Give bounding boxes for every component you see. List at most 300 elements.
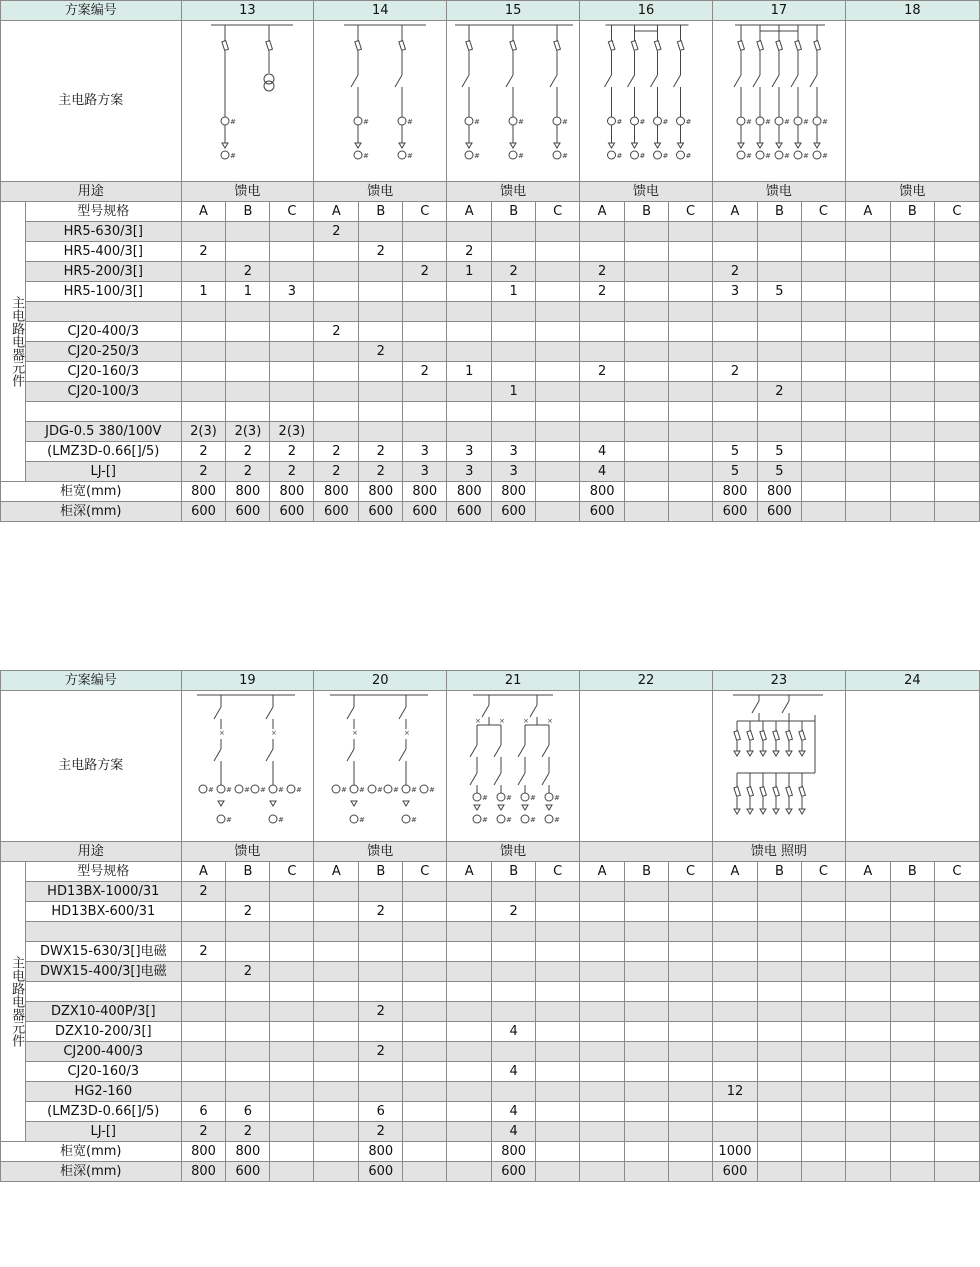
component-qty — [580, 942, 625, 962]
cabinet-width: 800 — [359, 482, 403, 502]
component-qty — [890, 902, 934, 922]
component-model: LJ-[] — [26, 462, 181, 482]
component-qty — [447, 322, 492, 342]
component-qty — [359, 1062, 403, 1082]
svg-text:#: # — [363, 152, 370, 160]
component-qty — [270, 322, 314, 342]
component-model: JDG-0.5 380/100V — [26, 422, 181, 442]
cabinet-depth: 600 — [226, 1162, 270, 1182]
phase-header: A — [181, 862, 226, 882]
component-qty — [934, 382, 979, 402]
component-qty — [536, 962, 580, 982]
cabinet-width — [580, 1142, 625, 1162]
component-qty — [934, 302, 979, 322]
svg-text:#: # — [821, 118, 828, 126]
phase-header: A — [314, 202, 359, 222]
component-qty — [890, 342, 934, 362]
component-qty — [226, 362, 270, 382]
cabinet-width: 800 — [580, 482, 625, 502]
cabinet-depth — [536, 1162, 580, 1182]
phase-header: B — [757, 862, 801, 882]
svg-text:#: # — [226, 816, 233, 824]
component-qty — [270, 882, 314, 902]
component-qty — [713, 942, 758, 962]
cabinet-width — [625, 482, 669, 502]
component-model: DZX10-200/3[] — [26, 1022, 181, 1042]
component-qty — [314, 382, 359, 402]
component-qty — [181, 1042, 226, 1062]
component-qty — [757, 362, 801, 382]
component-qty — [270, 942, 314, 962]
component-qty — [625, 382, 669, 402]
component-qty — [890, 302, 934, 322]
component-qty — [403, 342, 447, 362]
component-qty — [181, 342, 226, 362]
svg-text:#: # — [482, 794, 489, 802]
component-qty — [270, 262, 314, 282]
cabinet-depth — [669, 1162, 713, 1182]
component-qty — [270, 1022, 314, 1042]
component-qty — [536, 342, 580, 362]
component-qty — [934, 402, 979, 422]
component-qty — [181, 362, 226, 382]
component-qty — [934, 462, 979, 482]
component-qty: 2 — [226, 962, 270, 982]
svg-text:#: # — [530, 794, 537, 802]
svg-text:×: × — [219, 729, 226, 737]
component-qty: 2 — [181, 442, 226, 462]
svg-text:×: × — [352, 729, 359, 737]
scheme-number: 23 — [713, 671, 846, 691]
component-qty: 3 — [403, 462, 447, 482]
component-qty — [403, 222, 447, 242]
component-qty — [890, 442, 934, 462]
phase-header: C — [934, 202, 979, 222]
usage-label: 用途 — [1, 842, 182, 862]
component-qty — [580, 222, 625, 242]
component-qty — [403, 902, 447, 922]
phase-header: B — [625, 202, 669, 222]
component-qty — [181, 902, 226, 922]
component-qty — [314, 1042, 359, 1062]
component-qty — [226, 882, 270, 902]
component-qty — [845, 1082, 890, 1102]
component-qty — [801, 922, 845, 942]
component-qty — [536, 982, 580, 1002]
usage-value — [580, 842, 713, 862]
component-qty — [536, 902, 580, 922]
component-qty — [625, 1042, 669, 1062]
component-qty — [757, 1062, 801, 1082]
component-qty — [314, 342, 359, 362]
component-qty — [314, 422, 359, 442]
component-qty — [492, 322, 536, 342]
phase-header: A — [845, 862, 890, 882]
cabinet-depth — [447, 1162, 492, 1182]
cabinet-depth — [314, 1162, 359, 1182]
component-qty — [625, 342, 669, 362]
cabinet-width: 800 — [314, 482, 359, 502]
scheme-number: 13 — [181, 1, 314, 21]
cabinet-depth — [934, 1162, 979, 1182]
component-qty — [669, 902, 713, 922]
cabinet-width — [403, 1142, 447, 1162]
component-qty — [713, 922, 758, 942]
component-qty — [359, 982, 403, 1002]
component-qty — [403, 882, 447, 902]
component-qty — [314, 942, 359, 962]
component-qty — [845, 982, 890, 1002]
cabinet-width — [845, 482, 890, 502]
component-qty — [669, 262, 713, 282]
component-qty — [492, 962, 536, 982]
component-qty: 2 — [226, 462, 270, 482]
component-qty — [181, 962, 226, 982]
component-qty — [625, 322, 669, 342]
component-qty — [934, 362, 979, 382]
component-qty — [447, 962, 492, 982]
component-qty — [757, 422, 801, 442]
scheme-number: 22 — [580, 671, 713, 691]
component-qty — [845, 282, 890, 302]
component-qty — [934, 322, 979, 342]
component-qty — [492, 922, 536, 942]
component-qty — [181, 1062, 226, 1082]
component-qty — [801, 962, 845, 982]
component-qty — [181, 922, 226, 942]
component-model: DWX15-630/3[]电磁 — [26, 942, 181, 962]
svg-text:#: # — [411, 786, 418, 794]
component-group-label: 主电路电器元件 — [1, 862, 26, 1142]
component-qty — [226, 1002, 270, 1022]
component-qty — [890, 462, 934, 482]
component-qty — [890, 882, 934, 902]
component-qty — [934, 922, 979, 942]
circuit-diagram — [713, 21, 846, 182]
circuit-diagram — [314, 691, 447, 842]
component-qty — [403, 1022, 447, 1042]
component-qty — [226, 242, 270, 262]
svg-text:#: # — [639, 152, 646, 160]
component-qty — [669, 1102, 713, 1122]
circuit-diagram — [181, 691, 314, 842]
cabinet-width — [890, 1142, 934, 1162]
circuit-diagram — [845, 21, 979, 182]
component-qty — [845, 222, 890, 242]
component-qty — [845, 262, 890, 282]
cabinet-depth — [934, 502, 979, 522]
svg-text:#: # — [226, 786, 233, 794]
component-qty — [757, 302, 801, 322]
component-qty — [801, 422, 845, 442]
component-qty — [757, 922, 801, 942]
component-qty — [492, 1082, 536, 1102]
component-qty — [226, 302, 270, 322]
component-qty — [625, 242, 669, 262]
component-qty — [580, 342, 625, 362]
component-qty — [757, 962, 801, 982]
svg-text:#: # — [411, 816, 418, 824]
component-qty — [890, 282, 934, 302]
component-qty — [890, 962, 934, 982]
component-qty — [359, 222, 403, 242]
component-qty — [757, 262, 801, 282]
component-qty — [536, 922, 580, 942]
phase-header: C — [536, 202, 580, 222]
component-qty — [181, 222, 226, 242]
component-qty — [359, 282, 403, 302]
component-model: LJ-[] — [26, 1122, 181, 1142]
phase-header: B — [226, 202, 270, 222]
component-qty — [845, 1102, 890, 1122]
component-qty — [757, 902, 801, 922]
component-qty — [270, 242, 314, 262]
cabinet-width-label: 柜宽(mm) — [1, 482, 182, 502]
component-qty — [314, 922, 359, 942]
component-qty — [359, 882, 403, 902]
component-qty: 3 — [447, 462, 492, 482]
cabinet-width: 800 — [447, 482, 492, 502]
phase-header: B — [890, 202, 934, 222]
component-qty — [492, 882, 536, 902]
phase-header: C — [801, 202, 845, 222]
component-qty — [403, 402, 447, 422]
phase-header: B — [625, 862, 669, 882]
component-qty — [580, 1022, 625, 1042]
component-qty — [890, 222, 934, 242]
component-qty — [181, 302, 226, 322]
component-qty — [713, 1122, 758, 1142]
component-qty: 2 — [226, 442, 270, 462]
cabinet-width — [801, 482, 845, 502]
component-qty — [713, 902, 758, 922]
component-qty — [757, 242, 801, 262]
svg-text:#: # — [821, 152, 828, 160]
component-qty — [845, 402, 890, 422]
component-qty — [403, 982, 447, 1002]
component-qty — [757, 1042, 801, 1062]
cabinet-width: 800 — [226, 1142, 270, 1162]
cabinet-width — [536, 1142, 580, 1162]
component-qty — [845, 1042, 890, 1062]
component-qty: 3 — [492, 462, 536, 482]
component-qty: 3 — [447, 442, 492, 462]
component-qty — [226, 382, 270, 402]
svg-text:#: # — [616, 118, 623, 126]
component-qty — [669, 982, 713, 1002]
component-qty — [934, 222, 979, 242]
component-qty — [713, 422, 758, 442]
component-qty: 3 — [713, 282, 758, 302]
svg-text:#: # — [244, 786, 251, 794]
circuit-diagram — [181, 21, 314, 182]
component-qty — [403, 1102, 447, 1122]
component-qty — [447, 902, 492, 922]
component-qty — [270, 1062, 314, 1082]
component-qty: 4 — [580, 442, 625, 462]
component-qty — [669, 1042, 713, 1062]
component-qty — [447, 942, 492, 962]
cabinet-width: 800 — [181, 1142, 226, 1162]
cabinet-depth — [580, 1162, 625, 1182]
component-qty — [669, 442, 713, 462]
usage-value: 馈电 — [580, 182, 713, 202]
component-qty — [625, 402, 669, 422]
svg-text:#: # — [616, 152, 623, 160]
component-qty — [890, 942, 934, 962]
component-qty — [359, 262, 403, 282]
component-qty — [226, 942, 270, 962]
component-qty — [669, 422, 713, 442]
cabinet-depth — [536, 502, 580, 522]
component-qty: 2 — [226, 902, 270, 922]
component-model — [26, 982, 181, 1002]
component-qty: 6 — [359, 1102, 403, 1122]
component-qty — [845, 902, 890, 922]
cabinet-width — [625, 1142, 669, 1162]
svg-text:#: # — [407, 118, 414, 126]
component-qty — [669, 282, 713, 302]
cabinet-depth: 600 — [713, 1162, 758, 1182]
component-qty — [801, 882, 845, 902]
circuit-diagram — [580, 691, 713, 842]
svg-text:#: # — [802, 118, 809, 126]
component-qty — [270, 962, 314, 982]
component-qty — [536, 282, 580, 302]
svg-text:#: # — [745, 152, 752, 160]
phase-header: C — [270, 862, 314, 882]
component-qty: 2 — [181, 942, 226, 962]
phase-header: B — [359, 202, 403, 222]
component-qty — [226, 1042, 270, 1062]
component-qty: 2 — [314, 322, 359, 342]
component-qty — [713, 222, 758, 242]
component-qty — [536, 362, 580, 382]
component-qty — [270, 222, 314, 242]
scheme-no-label: 方案编号 — [1, 1, 182, 21]
svg-text:#: # — [278, 786, 285, 794]
component-qty — [801, 1062, 845, 1082]
component-qty — [314, 882, 359, 902]
svg-text:#: # — [764, 118, 771, 126]
component-qty — [270, 302, 314, 322]
usage-value: 馈电 — [314, 182, 447, 202]
component-qty — [669, 882, 713, 902]
component-qty — [359, 1082, 403, 1102]
svg-text:×: × — [404, 729, 411, 737]
scheme-number: 20 — [314, 671, 447, 691]
component-qty — [713, 882, 758, 902]
component-qty — [536, 322, 580, 342]
cabinet-width: 1000 — [713, 1142, 758, 1162]
component-qty — [890, 1082, 934, 1102]
svg-text:#: # — [474, 118, 481, 126]
component-qty — [934, 1102, 979, 1122]
component-qty — [625, 282, 669, 302]
component-qty — [934, 282, 979, 302]
component-qty: 2 — [713, 262, 758, 282]
component-qty: 2 — [580, 282, 625, 302]
circuit-diagram — [713, 691, 846, 842]
component-qty: 5 — [757, 462, 801, 482]
component-qty — [536, 942, 580, 962]
component-qty — [757, 982, 801, 1002]
cabinet-width: 800 — [713, 482, 758, 502]
component-qty: 2 — [314, 442, 359, 462]
component-qty — [314, 1022, 359, 1042]
component-qty — [359, 382, 403, 402]
component-qty — [890, 362, 934, 382]
component-qty — [934, 942, 979, 962]
cabinet-depth: 600 — [492, 1162, 536, 1182]
component-qty — [845, 922, 890, 942]
component-qty — [181, 1022, 226, 1042]
component-qty — [669, 1082, 713, 1102]
component-qty — [625, 942, 669, 962]
svg-text:#: # — [518, 118, 525, 126]
component-qty — [934, 442, 979, 462]
component-qty — [181, 322, 226, 342]
component-qty — [801, 322, 845, 342]
component-qty — [801, 302, 845, 322]
component-qty — [845, 1022, 890, 1042]
scheme-number: 16 — [580, 1, 713, 21]
usage-value: 馈电 — [181, 842, 314, 862]
svg-text:#: # — [783, 118, 790, 126]
component-qty: 2 — [226, 262, 270, 282]
component-qty — [359, 422, 403, 442]
component-qty — [403, 1042, 447, 1062]
component-qty — [625, 1022, 669, 1042]
svg-text:#: # — [783, 152, 790, 160]
component-qty — [181, 382, 226, 402]
component-qty — [801, 282, 845, 302]
cabinet-depth — [270, 1162, 314, 1182]
component-qty — [580, 982, 625, 1002]
component-qty — [669, 242, 713, 262]
component-qty — [713, 402, 758, 422]
component-qty — [580, 902, 625, 922]
component-qty — [713, 962, 758, 982]
component-model — [26, 922, 181, 942]
phase-header: A — [845, 202, 890, 222]
component-qty — [226, 1082, 270, 1102]
component-qty — [447, 422, 492, 442]
component-qty: 1 — [447, 262, 492, 282]
component-qty — [669, 1022, 713, 1042]
component-qty — [801, 362, 845, 382]
component-qty — [713, 982, 758, 1002]
phase-header: A — [580, 202, 625, 222]
component-qty — [580, 242, 625, 262]
cabinet-width: 800 — [403, 482, 447, 502]
cabinet-width — [536, 482, 580, 502]
component-qty — [536, 1082, 580, 1102]
component-qty — [757, 342, 801, 362]
component-qty — [447, 302, 492, 322]
component-qty — [934, 242, 979, 262]
component-qty — [625, 982, 669, 1002]
usage-value: 馈电 — [713, 182, 846, 202]
component-qty: 2(3) — [270, 422, 314, 442]
svg-text:#: # — [685, 118, 692, 126]
component-qty — [314, 1062, 359, 1082]
svg-text:#: # — [359, 786, 366, 794]
component-qty — [801, 1042, 845, 1062]
usage-value: 馈电 照明 — [713, 842, 846, 862]
circuit-diagram — [447, 21, 580, 182]
phase-header: C — [403, 202, 447, 222]
